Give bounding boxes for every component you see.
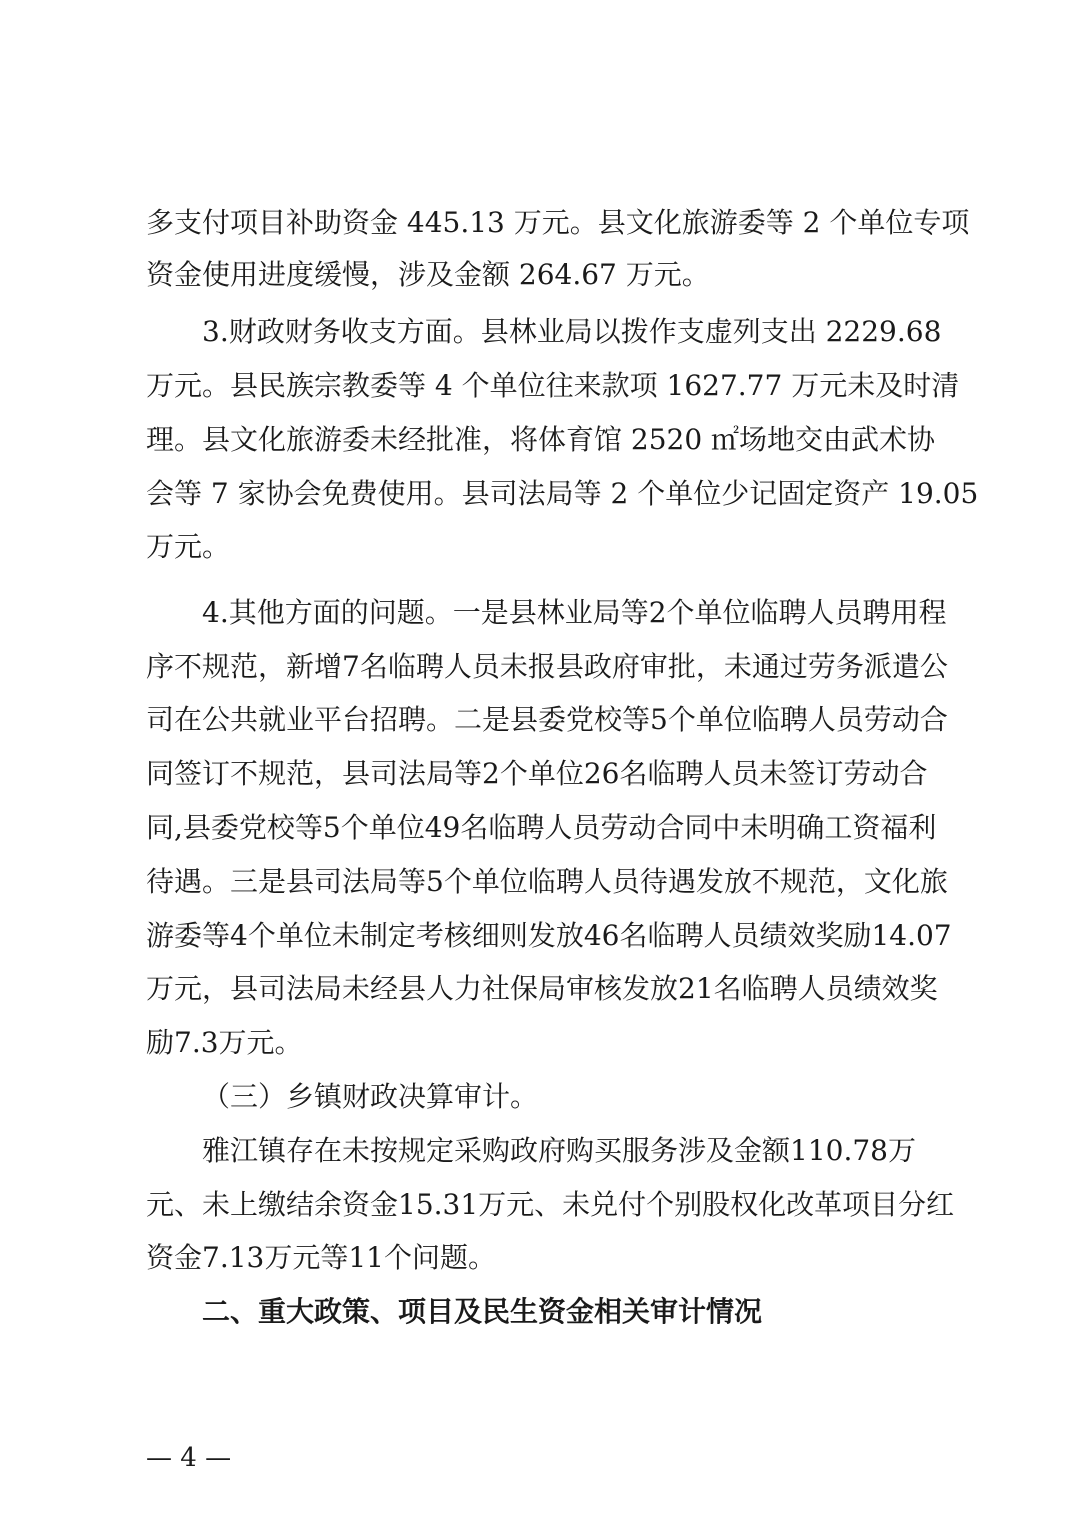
paragraph-line: 3.财政财务收支方面。县林业局以拨作支虚列支出 2229.68 (202, 315, 942, 348)
paragraph-line: 雅江镇存在未按规定采购政府购买服务涉及金额110.78万 (202, 1134, 916, 1167)
paragraph-line: 同,县委党校等5个单位49名临聘人员劳动合同中未明确工资福利 (146, 811, 937, 844)
paragraph-line: 同签订不规范，县司法局等2个单位26名临聘人员未签订劳动合 (146, 757, 928, 790)
paragraph-line: 会等 7 家协会免费使用。县司法局等 2 个单位少记固定资产 19.05 (146, 477, 979, 510)
paragraph-line: 励7.3万元。 (146, 1026, 303, 1059)
paragraph-line: 多支付项目补助资金 445.13 万元。县文化旅游委等 2 个单位专项 (146, 206, 970, 239)
section-heading: （三）乡镇财政决算审计。 (202, 1080, 539, 1113)
major-heading: 二、重大政策、项目及民生资金相关审计情况 (202, 1295, 763, 1328)
paragraph-line: 资金7.13万元等11个问题。 (146, 1241, 496, 1274)
paragraph-line: 序不规范，新增7名临聘人员未报县政府审批，未通过劳务派遣公 (146, 650, 948, 683)
paragraph-line: 资金使用进度缓慢，涉及金额 264.67 万元。 (146, 258, 710, 291)
paragraph-line: 理。县文化旅游委未经批准，将体育馆 2520 ㎡场地交由武术协 (146, 423, 936, 456)
paragraph-line: 万元，县司法局未经县人力社保局审核发放21名临聘人员绩效奖 (146, 972, 938, 1005)
page-number: — 4 — (146, 1443, 232, 1473)
paragraph-line: 4.其他方面的问题。一是县林业局等2个单位临聘人员聘用程 (202, 596, 947, 629)
paragraph-line: 万元。 (146, 530, 231, 563)
paragraph-line: 万元。县民族宗教委等 4 个单位往来款项 1627.77 万元未及时清 (146, 369, 960, 402)
paragraph-line: 游委等4个单位未制定考核细则发放46名临聘人员绩效奖励14.07 (146, 919, 952, 952)
paragraph-line: 待遇。三是县司法局等5个单位临聘人员待遇发放不规范，文化旅 (146, 865, 948, 898)
paragraph-line: 司在公共就业平台招聘。二是县委党校等5个单位临聘人员劳动合 (146, 703, 948, 736)
paragraph-line: 元、未上缴结余资金15.31万元、未兑付个别股权化改革项目分红 (146, 1188, 955, 1221)
